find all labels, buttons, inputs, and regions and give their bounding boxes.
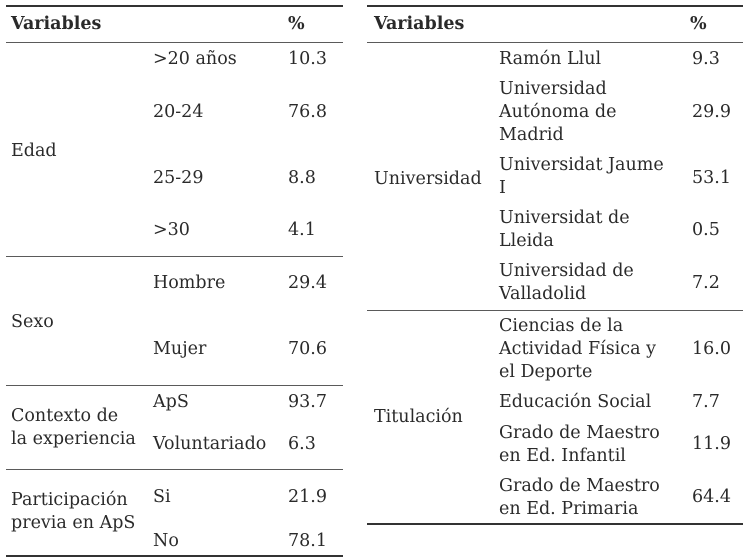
row-label: Lleida xyxy=(499,231,554,251)
row-label: Autónoma de xyxy=(499,102,617,122)
row-label: Mujer xyxy=(153,339,207,359)
right-header-percent: % xyxy=(690,14,707,34)
row-label: Educación Social xyxy=(499,392,652,412)
row-value: 7.2 xyxy=(692,273,720,293)
group-label-edad: Edad xyxy=(11,141,57,161)
row-label: Valladolid xyxy=(499,284,587,304)
row-label: Universidat de xyxy=(499,208,630,228)
row-value: 76.8 xyxy=(288,102,327,122)
row-label: Grado de Maestro xyxy=(499,423,660,443)
row-value: 10.3 xyxy=(288,49,327,69)
group-label-titulacion: Titulación xyxy=(374,407,463,427)
row-label: ApS xyxy=(153,392,189,412)
group-label-participacion: Participación xyxy=(11,490,128,510)
left-header-variables: Variables xyxy=(11,14,102,34)
row-value: 9.3 xyxy=(692,49,720,69)
row-label: Ciencias de la xyxy=(499,316,624,336)
row-label: 20-24 xyxy=(153,102,204,122)
row-label: Universidat Jaume xyxy=(499,155,664,175)
left-bottom-rule xyxy=(6,555,343,557)
row-value: 29.4 xyxy=(288,273,327,293)
row-value: 93.7 xyxy=(288,392,327,412)
row-label: el Deporte xyxy=(499,362,593,382)
left-top-rule xyxy=(6,5,343,7)
right-header-rule xyxy=(367,42,743,43)
row-value: 53.1 xyxy=(692,168,731,188)
row-label: Madrid xyxy=(499,125,564,145)
row-value: 16.0 xyxy=(692,339,731,359)
group-label-sexo: Sexo xyxy=(11,312,54,332)
row-value: 7.7 xyxy=(692,392,720,412)
left-group-rule xyxy=(6,385,343,386)
left-header-rule xyxy=(6,42,343,43)
row-value: 29.9 xyxy=(692,102,731,122)
group-label-universidad: Universidad xyxy=(374,169,482,189)
row-label: >30 xyxy=(153,220,190,240)
row-value: 6.3 xyxy=(288,434,316,454)
row-label: Grado de Maestro xyxy=(499,476,660,496)
row-label: Universidad de xyxy=(499,261,634,281)
left-group-rule xyxy=(6,469,343,470)
group-label-contexto-line2: la experiencia xyxy=(11,429,136,449)
right-group-rule xyxy=(367,310,743,311)
row-label: Hombre xyxy=(153,273,226,293)
row-value: 64.4 xyxy=(692,487,731,507)
right-bottom-rule xyxy=(367,523,743,525)
row-label: I xyxy=(499,178,506,198)
left-group-rule xyxy=(6,256,343,257)
right-top-rule xyxy=(367,5,743,7)
row-label: Ramón Llul xyxy=(499,49,602,69)
row-value: 70.6 xyxy=(288,339,327,359)
row-value: 11.9 xyxy=(692,434,731,454)
row-value: 4.1 xyxy=(288,220,316,240)
row-label: Universidad xyxy=(499,79,607,99)
row-label: en Ed. Primaria xyxy=(499,499,639,519)
row-value: 21.9 xyxy=(288,487,327,507)
row-label: Actividad Física y xyxy=(499,339,656,359)
group-label-contexto: Contexto de xyxy=(11,406,119,426)
row-label: No xyxy=(153,531,179,551)
row-value: 0.5 xyxy=(692,220,720,240)
row-value: 8.8 xyxy=(288,168,316,188)
row-label: Voluntariado xyxy=(153,434,267,454)
row-label: en Ed. Infantil xyxy=(499,446,626,466)
group-label-participacion-line2: previa en ApS xyxy=(11,513,136,533)
right-header-variables: Variables xyxy=(374,14,465,34)
row-label: Si xyxy=(153,487,171,507)
row-value: 78.1 xyxy=(288,531,327,551)
row-label: 25-29 xyxy=(153,168,204,188)
left-header-percent: % xyxy=(288,14,305,34)
row-label: >20 años xyxy=(153,49,237,69)
